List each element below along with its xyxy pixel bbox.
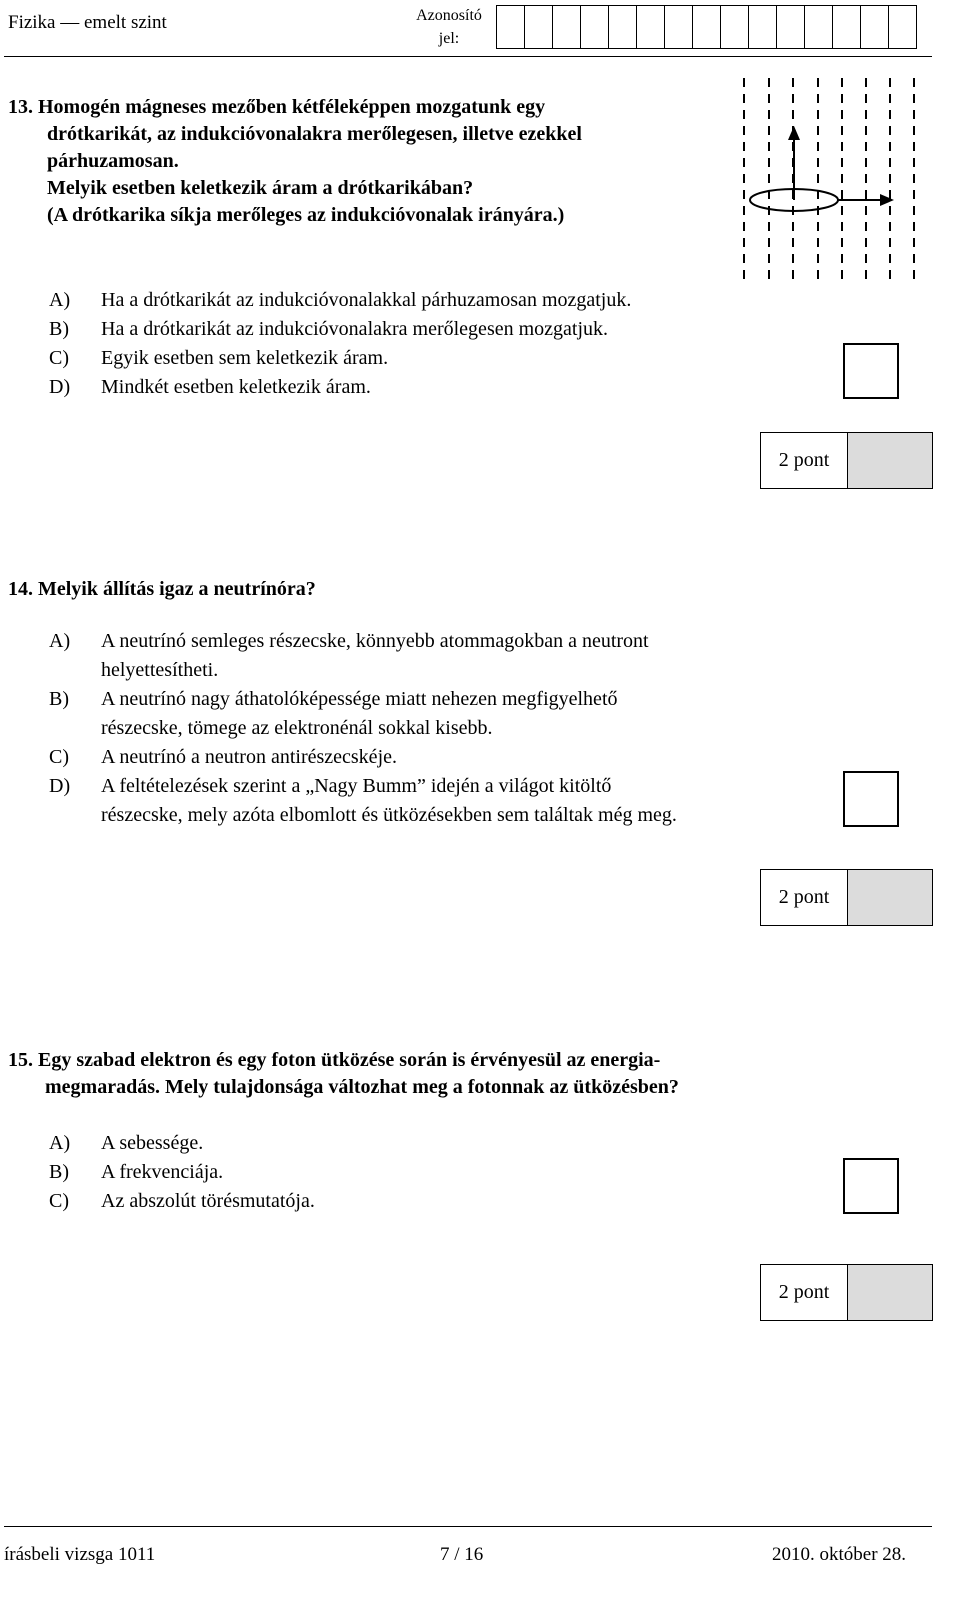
score-field[interactable]: [847, 869, 933, 926]
q13-title-line: Melyik esetben keletkezik áram a drótkarikában?: [47, 177, 474, 199]
q13-title: [8, 94, 738, 229]
q15-options: [49, 1129, 829, 1216]
q15-answer-box[interactable]: [843, 1158, 899, 1214]
option-text: Egyik esetben sem keletkezik áram.: [101, 347, 389, 369]
points-label: 2 pont: [760, 1264, 848, 1321]
arrow-right-head: [880, 194, 894, 206]
q14-options: [49, 627, 829, 830]
option-letter: C): [49, 746, 69, 768]
option-text: Ha a drótkarikát az indukcióvonalakkal párhuzamosan mozgatjuk.: [101, 289, 632, 311]
id-box[interactable]: [552, 5, 581, 49]
id-box[interactable]: [664, 5, 693, 49]
q14-answer-box[interactable]: [843, 771, 899, 827]
id-label: [410, 4, 488, 50]
option-letter: B): [49, 688, 69, 710]
option-text: A sebessége.: [101, 1132, 204, 1154]
option-letter: A): [49, 630, 71, 652]
option-letter: C): [49, 347, 69, 369]
id-box[interactable]: [776, 5, 805, 49]
footer-date: 2010. október 28.: [772, 1544, 907, 1565]
option-text: A neutrínó semleges részecske, könnyebb atommagokban a neutront: [101, 630, 649, 652]
q13-option-b: [49, 315, 829, 344]
q13-option-a: [49, 286, 829, 315]
q13-title-line: 13. Homogén mágneses mezőben kétféleképpen mozgatunk egy: [8, 96, 546, 118]
score-field[interactable]: [847, 1264, 933, 1321]
option-text: A frekvenciája.: [101, 1161, 224, 1183]
id-box[interactable]: [888, 5, 917, 49]
option-letter: A): [49, 1132, 71, 1154]
option-text: A neutrínó nagy áthatolóképessége miatt nehezen megfigyelhető: [101, 688, 618, 710]
option-text-cont: részecske, mely azóta elbomlott és ütközésekben sem találtak még meg.: [101, 804, 677, 826]
q13-answer-box[interactable]: [843, 343, 899, 399]
id-box[interactable]: [636, 5, 665, 49]
q14-option-a: [49, 627, 829, 685]
option-letter: B): [49, 1161, 69, 1183]
q15-title: [8, 1047, 908, 1101]
footer-divider: [4, 1526, 932, 1527]
q13-options: [49, 286, 829, 402]
q13-title-line: (A drótkarika síkja merőleges az indukcióvonalak irányára.): [47, 204, 565, 226]
q13-option-d: [49, 373, 829, 402]
id-box[interactable]: [496, 5, 525, 49]
option-letter: D): [49, 376, 71, 398]
id-box[interactable]: [580, 5, 609, 49]
q14-title: 14. Melyik állítás igaz a neutrínóra?: [8, 578, 316, 600]
option-letter: A): [49, 289, 71, 311]
option-text: A neutrínó a neutron antirészecskéje.: [101, 746, 397, 768]
option-letter: D): [49, 775, 71, 797]
option-text-cont: részecske, tömege az elektronénál sokkal kisebb.: [101, 717, 493, 739]
id-box[interactable]: [720, 5, 749, 49]
q13-title-line: párhuzamosan.: [47, 150, 179, 172]
id-box[interactable]: [692, 5, 721, 49]
header-title: Fizika — emelt szint: [8, 12, 167, 33]
id-code-boxes: [496, 5, 916, 49]
q14-option-b: [49, 685, 829, 743]
id-box[interactable]: [524, 5, 553, 49]
id-label-line1: Azonosító: [416, 7, 482, 24]
q13-title-line: drótkarikát, az indukcióvonalakra merőlegesen, illetve ezekkel: [47, 123, 582, 145]
option-text-wrap: [101, 627, 829, 685]
q14-score-box: [760, 869, 933, 926]
score-field[interactable]: [847, 432, 933, 489]
id-box[interactable]: [608, 5, 637, 49]
q15-option-c: [49, 1187, 829, 1216]
q15-option-a: [49, 1129, 829, 1158]
option-text: Az abszolút törésmutatója.: [101, 1190, 315, 1212]
id-box[interactable]: [804, 5, 833, 49]
points-label: 2 pont: [760, 432, 848, 489]
arrow-up-head: [788, 126, 800, 140]
q15-option-b: [49, 1158, 829, 1187]
option-letter: C): [49, 1190, 69, 1212]
points-label: 2 pont: [760, 869, 848, 926]
option-text-wrap: [101, 772, 829, 830]
option-text-wrap: [101, 685, 829, 743]
q14-option-d: [49, 772, 829, 830]
footer-exam-code: írásbeli vizsga 1011: [4, 1544, 156, 1565]
option-text-cont: helyettesítheti.: [101, 659, 219, 681]
induction-lines: [744, 78, 914, 280]
id-box[interactable]: [860, 5, 889, 49]
footer-page-number: 7 / 16: [440, 1544, 484, 1565]
q13-score-box: [760, 432, 933, 489]
id-box[interactable]: [748, 5, 777, 49]
id-box[interactable]: [832, 5, 861, 49]
option-text: Mindkét esetben keletkezik áram.: [101, 376, 371, 398]
q13-option-c: [49, 344, 829, 373]
q15-title-line: megmaradás. Mely tulajdonsága változhat meg a fotonnak az ütközésben?: [45, 1076, 679, 1098]
q14-option-c: [49, 743, 829, 772]
header-divider: [4, 56, 932, 57]
q15-score-box: [760, 1264, 933, 1321]
magnetic-field-diagram: [736, 76, 936, 282]
option-text: A feltételezések szerint a „Nagy Bumm” idején a világot kitöltő: [101, 775, 612, 797]
option-text: Ha a drótkarikát az indukcióvonalakra merőlegesen mozgatjuk.: [101, 318, 609, 340]
q15-title-line: 15. Egy szabad elektron és egy foton ütközése során is érvényesül az energia-: [8, 1049, 661, 1071]
id-label-line2: jel:: [438, 30, 460, 47]
option-letter: B): [49, 318, 69, 340]
